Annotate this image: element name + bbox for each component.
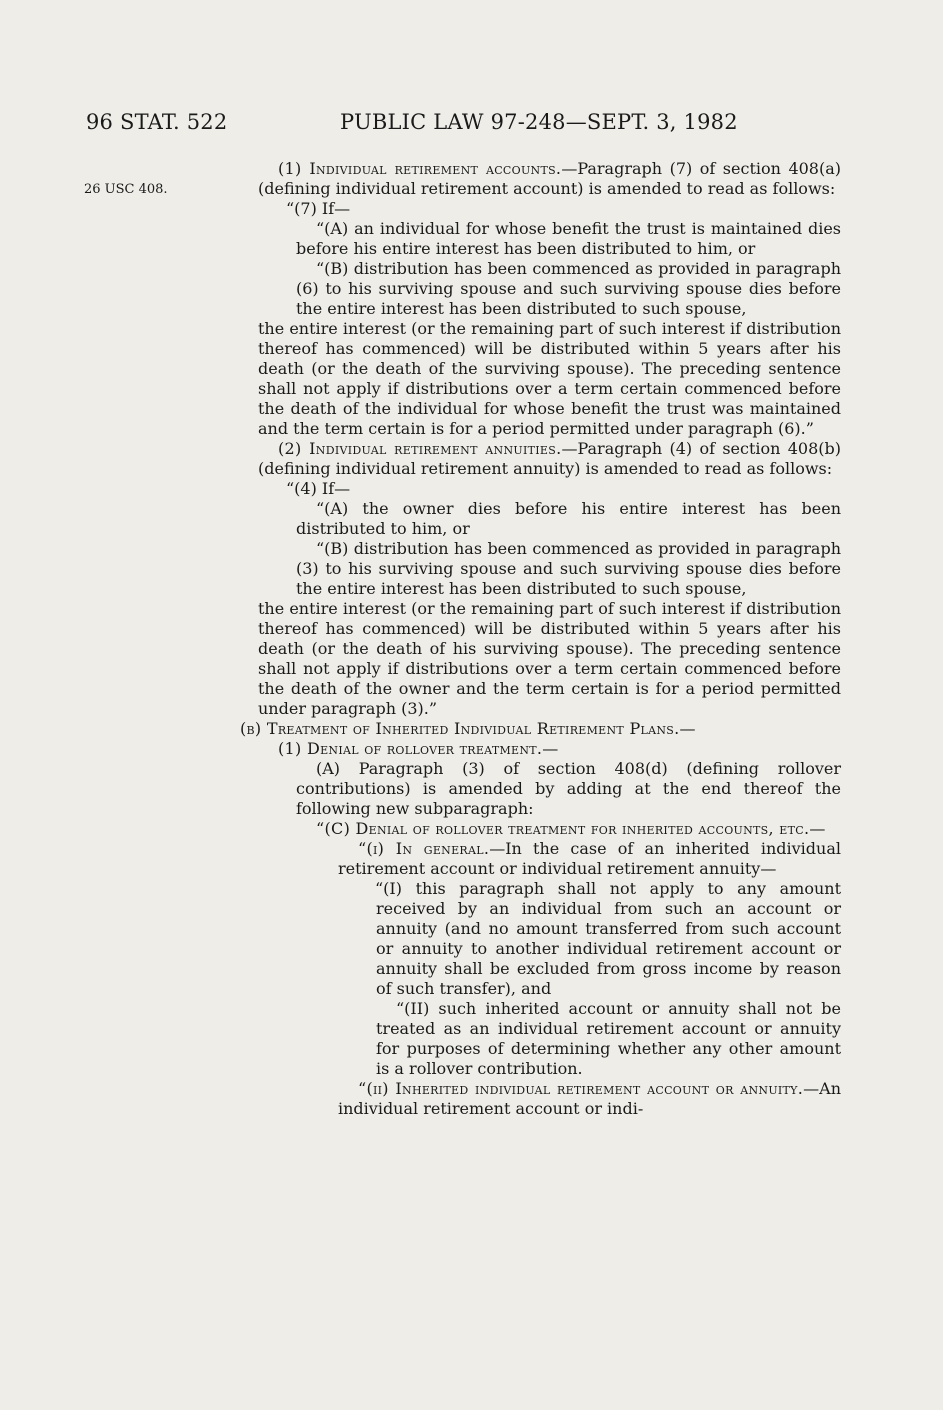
paragraph-1-tail: the entire interest (or the remaining part of such interest if distribution thereof has commenced) will be distributed within 5 years after his death (or the death of the surviving spouse). The preceding sentence shall not apply if distributions over a term certain commenced before the death of the individual for whose benefit the trust was maintained and the term certain is for a period permitted under paragraph (6).” [258, 319, 841, 438]
paragraph-2 [258, 439, 841, 479]
public-law-title: PUBLIC LAW 97-248—SEPT. 3, 1982 [340, 110, 738, 134]
clause-i-heading: “(i) In general. [358, 839, 490, 858]
paragraph-2-heading: (2) Individual retirement annuities. [278, 439, 562, 458]
clause-7A: “(A) an individual for whose benefit the trust is maintained dies before his entire interest has been distributed to him, or [296, 219, 841, 258]
paragraph-1-heading: (1) Individual retirement accounts. [278, 159, 562, 178]
clause-4A: “(A) the owner dies before his entire interest has been distributed to him, or [296, 499, 841, 538]
clause-ii-text: —An individual retirement account or indi- [338, 1079, 841, 1118]
clause-4B: “(B) distribution has been commenced as provided in paragraph (3) to his surviving spouse and such surviving spouse dies before the entire interest has been distributed to such spouse, [296, 539, 841, 598]
clause-7B: “(B) distribution has been commenced as provided in paragraph (6) to his surviving spouse and such surviving spouse dies before the entire interest has been distributed to such spouse, [296, 259, 841, 318]
clause-i [338, 839, 841, 879]
subclause-I: “(I) this paragraph shall not apply to any amount received by an individual from such an account or annuity (and no amount transferred from such account or annuity to another individual retirement account or annuity shall be excluded from gross income by reason of such transfer), and [375, 879, 841, 998]
paragraph-1-text: —Paragraph (7) of section 408(a) (defining individual retirement account) is amended to read as follows: [258, 159, 842, 198]
usc-margin-note: 26 USC 408. [84, 182, 168, 197]
subparagraph-C-heading: “(C) Denial of rollover treatment for inherited accounts, etc.— [316, 819, 826, 838]
subparagraph-b1A: (A) Paragraph (3) of section 408(d) (defining rollover contributions) is amended by adding at the end thereof the following new subparagraph: [296, 759, 841, 818]
paragraph-2-text: —Paragraph (4) of section 408(b) (defining individual retirement annuity) is amended to read as follows: [258, 439, 842, 478]
clause-ii [338, 1079, 841, 1119]
clause-ii-heading: “(ii) Inherited individual retirement account or annuity. [358, 1079, 804, 1098]
statute-body [0, 159, 943, 1119]
subclause-II: “(II) such inherited account or annuity shall not be treated as an individual retirement account or annuity for purposes of determining whether any other amount is a rollover contribution. [376, 999, 841, 1078]
subsection-4-intro: “(4) If— [286, 479, 351, 498]
paragraph-2-tail: the entire interest (or the remaining part of such interest if distribution thereof has commenced) will be distributed within 5 years after his death (or the death of his surviving spouse). The preceding sentence shall not apply if distributions over a term certain commenced before the death of the owner and the term certain is for a period permitted under paragraph (3).” [258, 599, 841, 718]
paragraph-1 [258, 159, 841, 199]
stat-page-number: 96 STAT. 522 [86, 110, 228, 134]
subsection-7-intro: “(7) If— [286, 199, 351, 218]
subsection-b-heading: (b) Treatment of Inherited Individual Retirement Plans.— [240, 719, 696, 738]
clause-i-text: —In the case of an inherited individual retirement account or individual retirement annuity— [338, 839, 841, 878]
paragraph-b1-heading: (1) Denial of rollover treatment.— [278, 739, 559, 758]
